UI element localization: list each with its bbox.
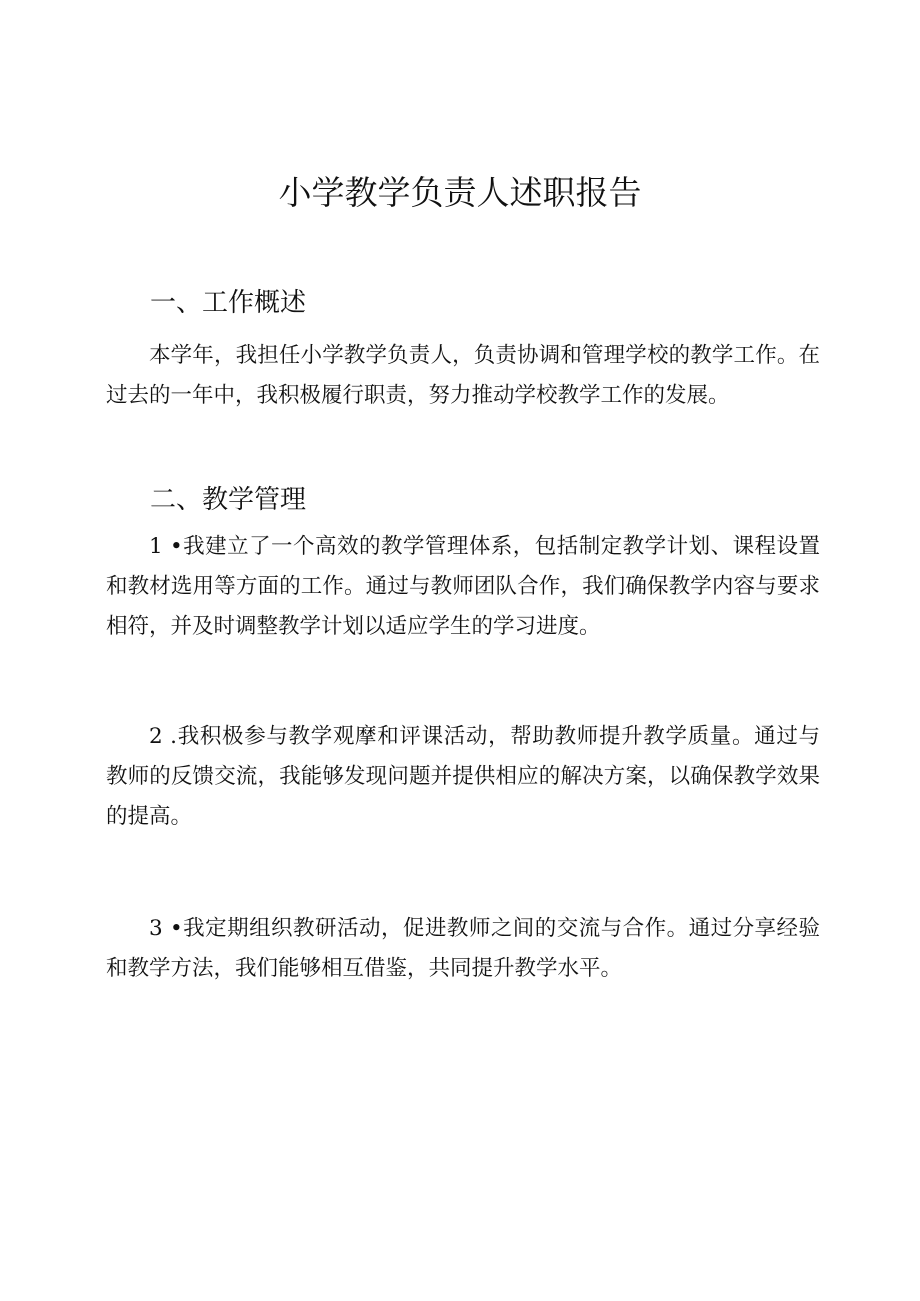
section-heading-teaching-management: 二、教学管理 bbox=[150, 485, 307, 515]
document-title: 小学教学负责人述职报告 bbox=[278, 173, 642, 212]
paragraph-management-item-2: 2 .我积极参与教学观摩和评课活动，帮助教师提升教学质量。通过与教师的反馈交流，我能够发现问题并提供相应的解决方案，以确保教学效果的提高。 bbox=[106, 724, 820, 829]
paragraph-management-item-1: 1 •我建立了一个高效的教学管理体系，包括制定教学计划、课程设置和教材选用等方面的工作。通过与教师团队合作，我们确保教学内容与要求相符，并及时调整教学计划以适应学生的学习进度。 bbox=[106, 534, 820, 639]
paragraph-work-overview: 本学年，我担任小学教学负责人，负责协调和管理学校的教学工作。在过去的一年中，我积极履行职责，努力推动学校教学工作的发展。 bbox=[106, 343, 820, 408]
paragraph-management-item-3: 3 •我定期组织教研活动，促进教师之间的交流与合作。通过分享经验和教学方法，我们能够相互借鉴，共同提升教学水平。 bbox=[106, 916, 820, 981]
section-heading-work-overview: 一、工作概述 bbox=[150, 288, 307, 318]
